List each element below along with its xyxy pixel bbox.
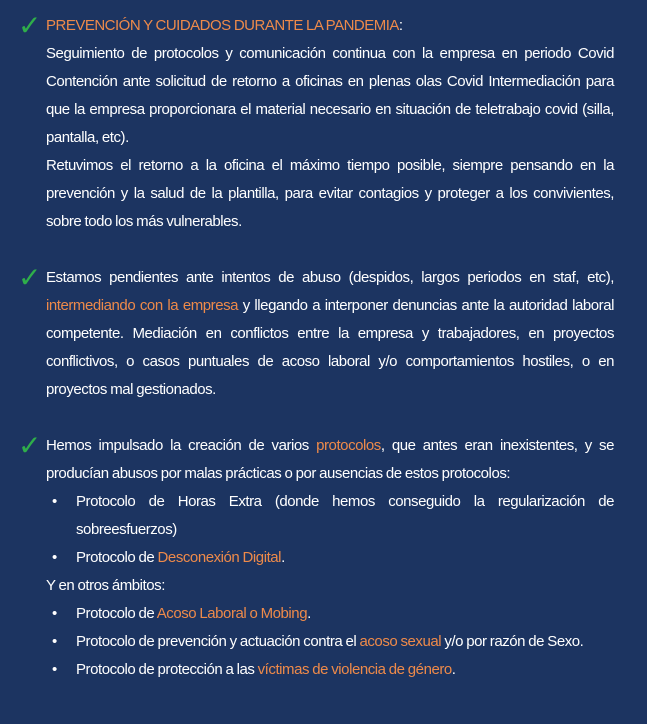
protocols-list	[46, 488, 614, 572]
list-item-text: Protocolo de Horas Extra (donde hemos conseguido la regularización de sobreesfuerzos)	[76, 493, 614, 538]
section-heading	[46, 12, 614, 40]
protocols-highlight: protocolos	[316, 437, 381, 454]
bullet-icon: •	[52, 493, 57, 510]
heading-suffix: :	[398, 17, 403, 34]
list-item-suffix: .	[451, 661, 456, 678]
section-protocols	[18, 429, 614, 684]
bullet-icon: •	[52, 633, 57, 650]
list-item-suffix: .	[307, 605, 311, 622]
heading-title: PREVENCIÓN Y CUIDADOS DURANTE LA PANDEMIA	[46, 17, 399, 34]
abuse-highlight: intermediando con la empresa	[46, 297, 239, 314]
list-item-highlight: acoso sexual	[359, 633, 442, 650]
check-icon: ✓	[18, 429, 42, 462]
list-item-suffix: y/o por razón de Sexo.	[441, 633, 584, 650]
list-item-highlight: Desconexión Digital	[157, 549, 282, 566]
protocols-paragraph	[46, 432, 614, 488]
check-icon: ✓	[18, 9, 42, 42]
abuse-paragraph	[46, 264, 614, 404]
list-item-suffix: .	[281, 549, 285, 566]
protocols-text-before: Hemos impulsado la creación de varios	[46, 437, 317, 454]
bullet-icon: •	[52, 549, 57, 566]
list-item	[46, 488, 614, 544]
list-item-highlight: víctimas de violencia de género	[257, 661, 452, 678]
bullet-icon: •	[52, 661, 57, 678]
list-item	[46, 656, 614, 684]
other-protocols-list	[46, 600, 614, 684]
pandemic-paragraph-1: Seguimiento de protocolos y comunicación continua con la empresa en periodo Covid Contención ante solicitud de retorno a oficinas en plenas olas Covid Intermediación para que la empresa proporcionara el material necesario en situación de teletrabajo covid (silla, pantalla, etc).	[46, 45, 614, 146]
list-item	[46, 628, 614, 656]
list-item-highlight: Acoso Laboral o Mobing	[156, 605, 308, 622]
list-item-text: Protocolo de	[76, 549, 158, 566]
other-areas-label: Y en otros ámbitos:	[46, 577, 165, 594]
section-abuse	[18, 261, 614, 404]
protocols-text-after: , que antes eran inexistentes, y se producían abusos por malas prácticas o por ausencias de estos protocolos:	[46, 437, 614, 482]
abuse-text-after: y llegando a interponer denuncias ante la autoridad laboral competente. Mediación en conflictos entre la empresa y trabajadores, en proyectos conflictivos, o casos puntuales de acoso laboral y/o comportamientos hostiles, o en proyectos mal gestionados.	[46, 297, 614, 398]
pandemic-paragraph-2: Retuvimos el retorno a la oficina el máximo tiempo posible, siempre pensando en la prevención y la salud de la plantilla, para evitar contagios y proteger a los convivientes, sobre todo los más vulnerables.	[46, 157, 614, 230]
section-pandemic	[18, 9, 614, 236]
abuse-text-before: Estamos pendientes ante intentos de abuso (despidos, largos periodos en staf, etc),	[46, 269, 614, 286]
check-icon: ✓	[18, 261, 42, 294]
list-item-text: Protocolo de prevención y actuación contra el	[76, 633, 360, 650]
bullet-icon: •	[52, 605, 57, 622]
list-item-text: Protocolo de protección a las	[76, 661, 258, 678]
list-item	[46, 544, 614, 572]
list-item-text: Protocolo de	[76, 605, 157, 622]
list-item	[46, 600, 614, 628]
